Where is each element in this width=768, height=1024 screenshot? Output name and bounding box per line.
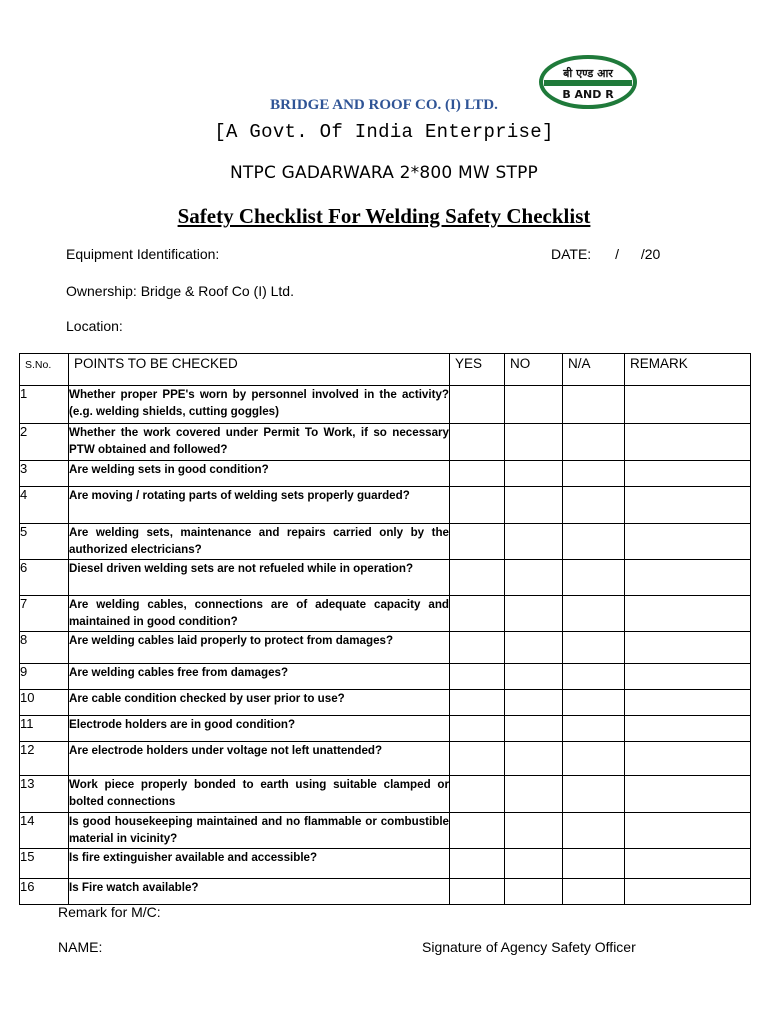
checklist-table	[19, 353, 751, 905]
remark-cell[interactable]	[625, 386, 751, 424]
ownership-line: Ownership: Bridge & Roof Co (I) Ltd.	[66, 283, 294, 299]
no-cell[interactable]	[505, 596, 563, 632]
row-point: Is good housekeeping maintained and no flammable or combustible material in vicinity?	[69, 813, 450, 849]
table-row	[20, 632, 751, 664]
row-point: Are welding cables free from damages?	[69, 664, 450, 690]
yes-cell[interactable]	[450, 424, 505, 461]
yes-cell[interactable]	[450, 849, 505, 879]
remark-cell[interactable]	[625, 849, 751, 879]
row-number: 10	[20, 690, 69, 716]
row-number: 16	[20, 879, 69, 905]
no-cell[interactable]	[505, 386, 563, 424]
remark-cell[interactable]	[625, 424, 751, 461]
remark-cell[interactable]	[625, 461, 751, 487]
na-cell[interactable]	[563, 424, 625, 461]
table-row	[20, 424, 751, 461]
row-number: 14	[20, 813, 69, 849]
row-point: Are welding cables laid properly to protect from damages?	[69, 632, 450, 664]
no-cell[interactable]	[505, 776, 563, 813]
na-cell[interactable]	[563, 776, 625, 813]
signature-label: Signature of Agency Safety Officer	[422, 939, 636, 955]
na-cell[interactable]	[563, 461, 625, 487]
date-separator: /	[615, 246, 619, 262]
table-row	[20, 487, 751, 524]
table-row	[20, 524, 751, 560]
row-number: 12	[20, 742, 69, 776]
yes-cell[interactable]	[450, 742, 505, 776]
header-no: NO	[505, 354, 563, 386]
yes-cell[interactable]	[450, 690, 505, 716]
no-cell[interactable]	[505, 690, 563, 716]
row-number: 1	[20, 386, 69, 424]
na-cell[interactable]	[563, 487, 625, 524]
row-number: 13	[20, 776, 69, 813]
header-remark: REMARK	[625, 354, 751, 386]
yes-cell[interactable]	[450, 386, 505, 424]
remark-cell[interactable]	[625, 813, 751, 849]
na-cell[interactable]	[563, 632, 625, 664]
table-row	[20, 813, 751, 849]
yes-cell[interactable]	[450, 716, 505, 742]
remark-for-machine-label: Remark for M/C:	[58, 904, 161, 920]
logo-hindi-text: बी एण्ड आर	[563, 67, 613, 80]
remark-cell[interactable]	[625, 664, 751, 690]
remark-cell[interactable]	[625, 879, 751, 905]
company-name: BRIDGE AND ROOF CO. (I) LTD.	[270, 97, 498, 113]
table-row	[20, 716, 751, 742]
remark-cell[interactable]	[625, 560, 751, 596]
table-row	[20, 742, 751, 776]
yes-cell[interactable]	[450, 776, 505, 813]
remark-cell[interactable]	[625, 596, 751, 632]
row-point: Work piece properly bonded to earth using suitable clamped or bolted connections	[69, 776, 450, 813]
na-cell[interactable]	[563, 560, 625, 596]
row-point: Are welding sets in good condition?	[69, 461, 450, 487]
remark-cell[interactable]	[625, 632, 751, 664]
row-point: Whether proper PPE's worn by personnel involved in the activity? (e.g. welding shields, cutting goggles)	[69, 386, 450, 424]
no-cell[interactable]	[505, 560, 563, 596]
date-field	[551, 246, 660, 262]
table-row	[20, 664, 751, 690]
document-title: Safety Checklist For Welding Safety Checklist	[177, 204, 591, 228]
row-point: Are moving / rotating parts of welding sets properly guarded?	[69, 487, 450, 524]
remark-cell[interactable]	[625, 524, 751, 560]
no-cell[interactable]	[505, 461, 563, 487]
yes-cell[interactable]	[450, 879, 505, 905]
na-cell[interactable]	[563, 849, 625, 879]
no-cell[interactable]	[505, 424, 563, 461]
header-points: POINTS TO BE CHECKED	[69, 354, 450, 386]
yes-cell[interactable]	[450, 487, 505, 524]
name-label: NAME:	[58, 939, 103, 955]
table-row	[20, 596, 751, 632]
table-row	[20, 690, 751, 716]
yes-cell[interactable]	[450, 813, 505, 849]
na-cell[interactable]	[563, 596, 625, 632]
table-row	[20, 776, 751, 813]
row-point: Whether the work covered under Permit To Work, if so necessary PTW obtained and followed?	[69, 424, 450, 461]
yes-cell[interactable]	[450, 596, 505, 632]
row-number: 4	[20, 487, 69, 524]
yes-cell[interactable]	[450, 664, 505, 690]
location-label: Location:	[66, 318, 123, 334]
yes-cell[interactable]	[450, 524, 505, 560]
table-row	[20, 461, 751, 487]
no-cell[interactable]	[505, 524, 563, 560]
header-yes: YES	[450, 354, 505, 386]
na-cell[interactable]	[563, 813, 625, 849]
table-row	[20, 560, 751, 596]
table-row	[20, 386, 751, 424]
remark-cell[interactable]	[625, 716, 751, 742]
row-point: Electrode holders are in good condition?	[69, 716, 450, 742]
row-number: 5	[20, 524, 69, 560]
row-point: Diesel driven welding sets are not refueled while in operation?	[69, 560, 450, 596]
row-point: Are welding cables, connections are of adequate capacity and maintained in good condition?	[69, 596, 450, 632]
na-cell[interactable]	[563, 879, 625, 905]
remark-cell[interactable]	[625, 487, 751, 524]
yes-cell[interactable]	[450, 632, 505, 664]
na-cell[interactable]	[563, 690, 625, 716]
row-point: Is fire extinguisher available and accessible?	[69, 849, 450, 879]
no-cell[interactable]	[505, 742, 563, 776]
row-point: Are welding sets, maintenance and repairs carried only by the authorized electricians?	[69, 524, 450, 560]
row-number: 6	[20, 560, 69, 596]
equipment-identification-label: Equipment Identification:	[66, 246, 220, 262]
govt-enterprise-line: [A Govt. Of India Enterprise]	[214, 121, 554, 143]
table-row	[20, 849, 751, 879]
header-na: N/A	[563, 354, 625, 386]
row-number: 3	[20, 461, 69, 487]
na-cell[interactable]	[563, 716, 625, 742]
no-cell[interactable]	[505, 664, 563, 690]
date-label: DATE:	[551, 246, 592, 262]
no-cell[interactable]	[505, 716, 563, 742]
no-cell[interactable]	[505, 813, 563, 849]
na-cell[interactable]	[563, 386, 625, 424]
remark-cell[interactable]	[625, 690, 751, 716]
table-header-row	[20, 354, 751, 386]
no-cell[interactable]	[505, 849, 563, 879]
yes-cell[interactable]	[450, 461, 505, 487]
na-cell[interactable]	[563, 742, 625, 776]
remark-cell[interactable]	[625, 742, 751, 776]
remark-cell[interactable]	[625, 776, 751, 813]
row-point: Are cable condition checked by user prior to use?	[69, 690, 450, 716]
no-cell[interactable]	[505, 632, 563, 664]
row-point: Are electrode holders under voltage not left unattended?	[69, 742, 450, 776]
row-number: 11	[20, 716, 69, 742]
na-cell[interactable]	[563, 664, 625, 690]
table-row	[20, 879, 751, 905]
row-point: Is Fire watch available?	[69, 879, 450, 905]
row-number: 15	[20, 849, 69, 879]
row-number: 8	[20, 632, 69, 664]
no-cell[interactable]	[505, 879, 563, 905]
na-cell[interactable]	[563, 524, 625, 560]
project-name: NTPC GADARWARA 2*800 MW STPP	[230, 163, 538, 183]
no-cell[interactable]	[505, 487, 563, 524]
yes-cell[interactable]	[450, 560, 505, 596]
row-number: 7	[20, 596, 69, 632]
row-number: 9	[20, 664, 69, 690]
logo-text: B AND R	[562, 88, 614, 101]
date-year-prefix: /20	[640, 246, 661, 262]
header-sno: S.No.	[20, 354, 69, 386]
row-number: 2	[20, 424, 69, 461]
